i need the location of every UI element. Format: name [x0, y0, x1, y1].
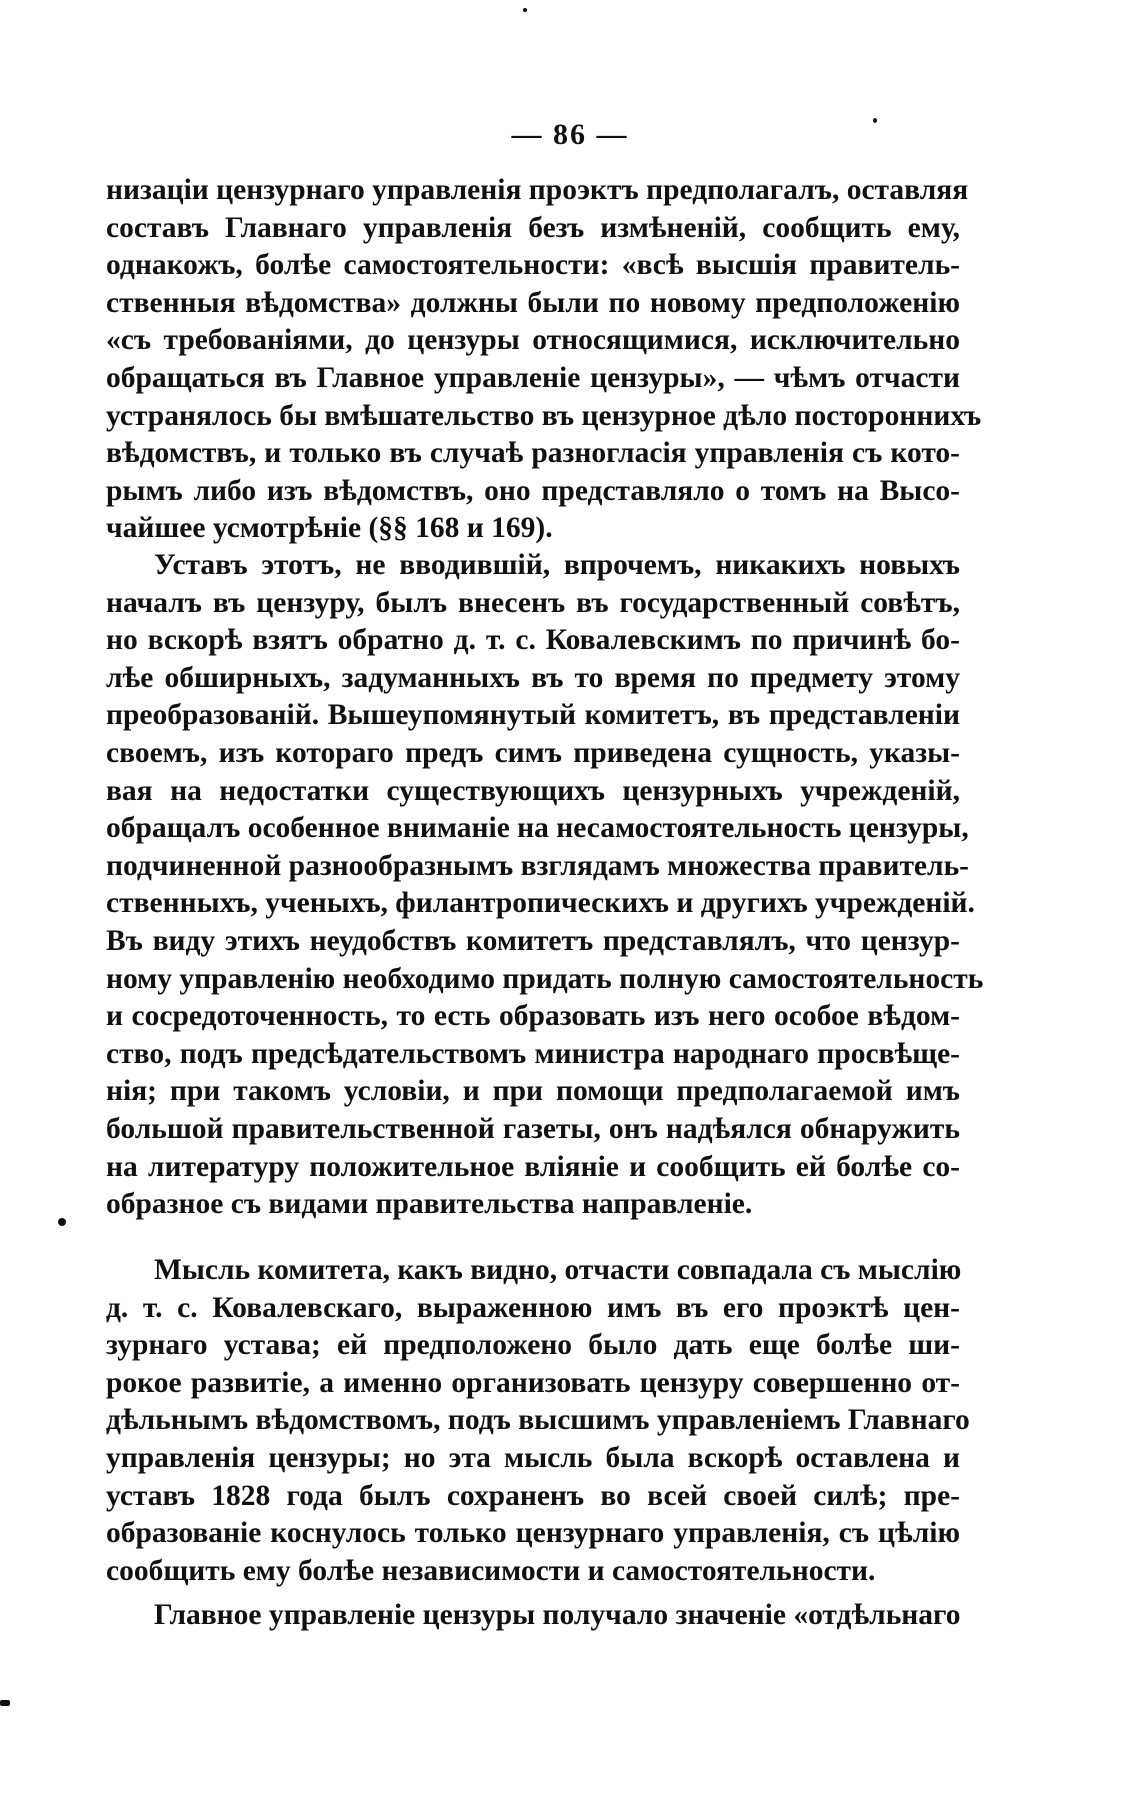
text-line: «съ требованіями, до цензуры относящимися, исключительно [106, 324, 960, 357]
text-line: нія; при такомъ условіи, и при помощи предполагаемой имъ [106, 1075, 960, 1108]
text-line: сообщить ему болѣе независимости и самостоятельности. [106, 1554, 876, 1587]
text-line: вѣдомствъ, и только въ случаѣ разногласія управленія съ кото- [106, 437, 960, 470]
paragraph-3 [106, 1252, 970, 1590]
paragraph-1 [106, 172, 982, 548]
text-line: своемъ, изъ котораго предъ симъ приведена сущность, указы- [106, 736, 960, 769]
paragraph-4 [106, 1597, 960, 1635]
text-line: преобразованій. Вышеупомянутый комитетъ, въ представленіи [106, 699, 960, 732]
text-line: подчиненной разнообразнымъ взглядамъ множества правитель- [106, 849, 970, 882]
text-line: большой правительственной газеты, онъ надѣялся обнаружить [106, 1112, 960, 1145]
text-line: зурнаго устава; ей предположено было дать еще болѣе ши- [106, 1329, 960, 1362]
text-line: лѣе обширныхъ, задуманныхъ въ то время по предмету этому [106, 661, 960, 694]
paragraph-2 [106, 547, 984, 1224]
text-line: Уставъ этотъ, не вводившій, впрочемъ, никакихъ новыхъ [154, 549, 960, 581]
text-line: Главное управленіе цензуры получало значеніе «отдѣльнаго [154, 1599, 961, 1631]
text-line: устранялось бы вмѣшательство въ цензурное дѣло постороннихъ [106, 399, 982, 432]
text-line: дѣльнымъ вѣдомствомъ, подъ высшимъ управленіемъ Главнаго [106, 1404, 970, 1437]
page-number: — 86 — [511, 118, 629, 151]
text-line: образное съ видами правительства направленіе. [106, 1188, 753, 1221]
text-line: ственныхъ, ученыхъ, филантропическихъ и другихъ учрежденій. [106, 887, 975, 920]
text-line: рымъ либо изъ вѣдомствъ, оно представляло о томъ на Высо- [106, 474, 960, 507]
text-line: ство, подъ предсѣдательствомъ министра народнаго просвѣще- [106, 1037, 960, 1070]
text-line: управленія цензуры; но эта мысль была вскорѣ оставлена и [106, 1441, 960, 1474]
text-line: д. т. с. Ковалевскаго, выраженною имъ въ его проэктѣ цен- [106, 1291, 960, 1324]
text-line: обращаться въ Главное управленіе цензуры», — чѣмъ отчасти [106, 361, 960, 394]
text-line: однакожъ, болѣе самостоятельности: «всѣ высшія правитель- [106, 249, 960, 282]
text-line: рокое развитіе, а именно организовать цензуру совершенно от- [106, 1366, 960, 1399]
text-line: началъ въ цензуру, былъ внесенъ въ государственный совѣтъ, [106, 586, 960, 619]
text-line: ному управленію необходимо придать полную самостоятельность [106, 962, 984, 995]
text-line: составъ Главнаго управленія безъ измѣненій, сообщить ему, [106, 211, 960, 244]
text-line: Мысль комитета, какъ видно, отчасти совпадала съ мыслію [154, 1254, 962, 1286]
text-line: низаціи цензурнаго управленія проэктъ предполагалъ, оставляя [106, 174, 969, 206]
text-line: Въ виду этихъ неудобствъ комитетъ представлялъ, что цензур- [106, 924, 960, 957]
text-line: вая на недостатки существующихъ цензурныхъ учрежденій, [106, 774, 960, 807]
text-line: на литературу положительное вліяніе и сообщить ей болѣе со- [106, 1150, 960, 1183]
text-line: но вскорѣ взятъ обратно д. т. с. Ковалевскимъ по причинѣ бо- [106, 624, 960, 657]
scan-speck [873, 118, 877, 123]
scan-speck [523, 8, 527, 12]
text-line: обращалъ особенное вниманіе на несамостоятельность цензуры, [106, 812, 969, 845]
text-line: ственныя вѣдомства» должны были по новому предположенію [106, 286, 960, 319]
text-line: уставъ 1828 года былъ сохраненъ во всей своей силѣ; пре- [106, 1479, 960, 1512]
text-line: и сосредоточенность, то есть образовать изъ него особое вѣдом- [106, 1000, 960, 1033]
scan-speck [58, 1218, 66, 1226]
text-line: образованіе коснулось только цензурнаго управленія, съ цѣлію [106, 1517, 960, 1550]
scan-speck [0, 1700, 10, 1706]
text-line: чайшее усмотрѣніе (§§ 168 и 169). [106, 512, 553, 545]
